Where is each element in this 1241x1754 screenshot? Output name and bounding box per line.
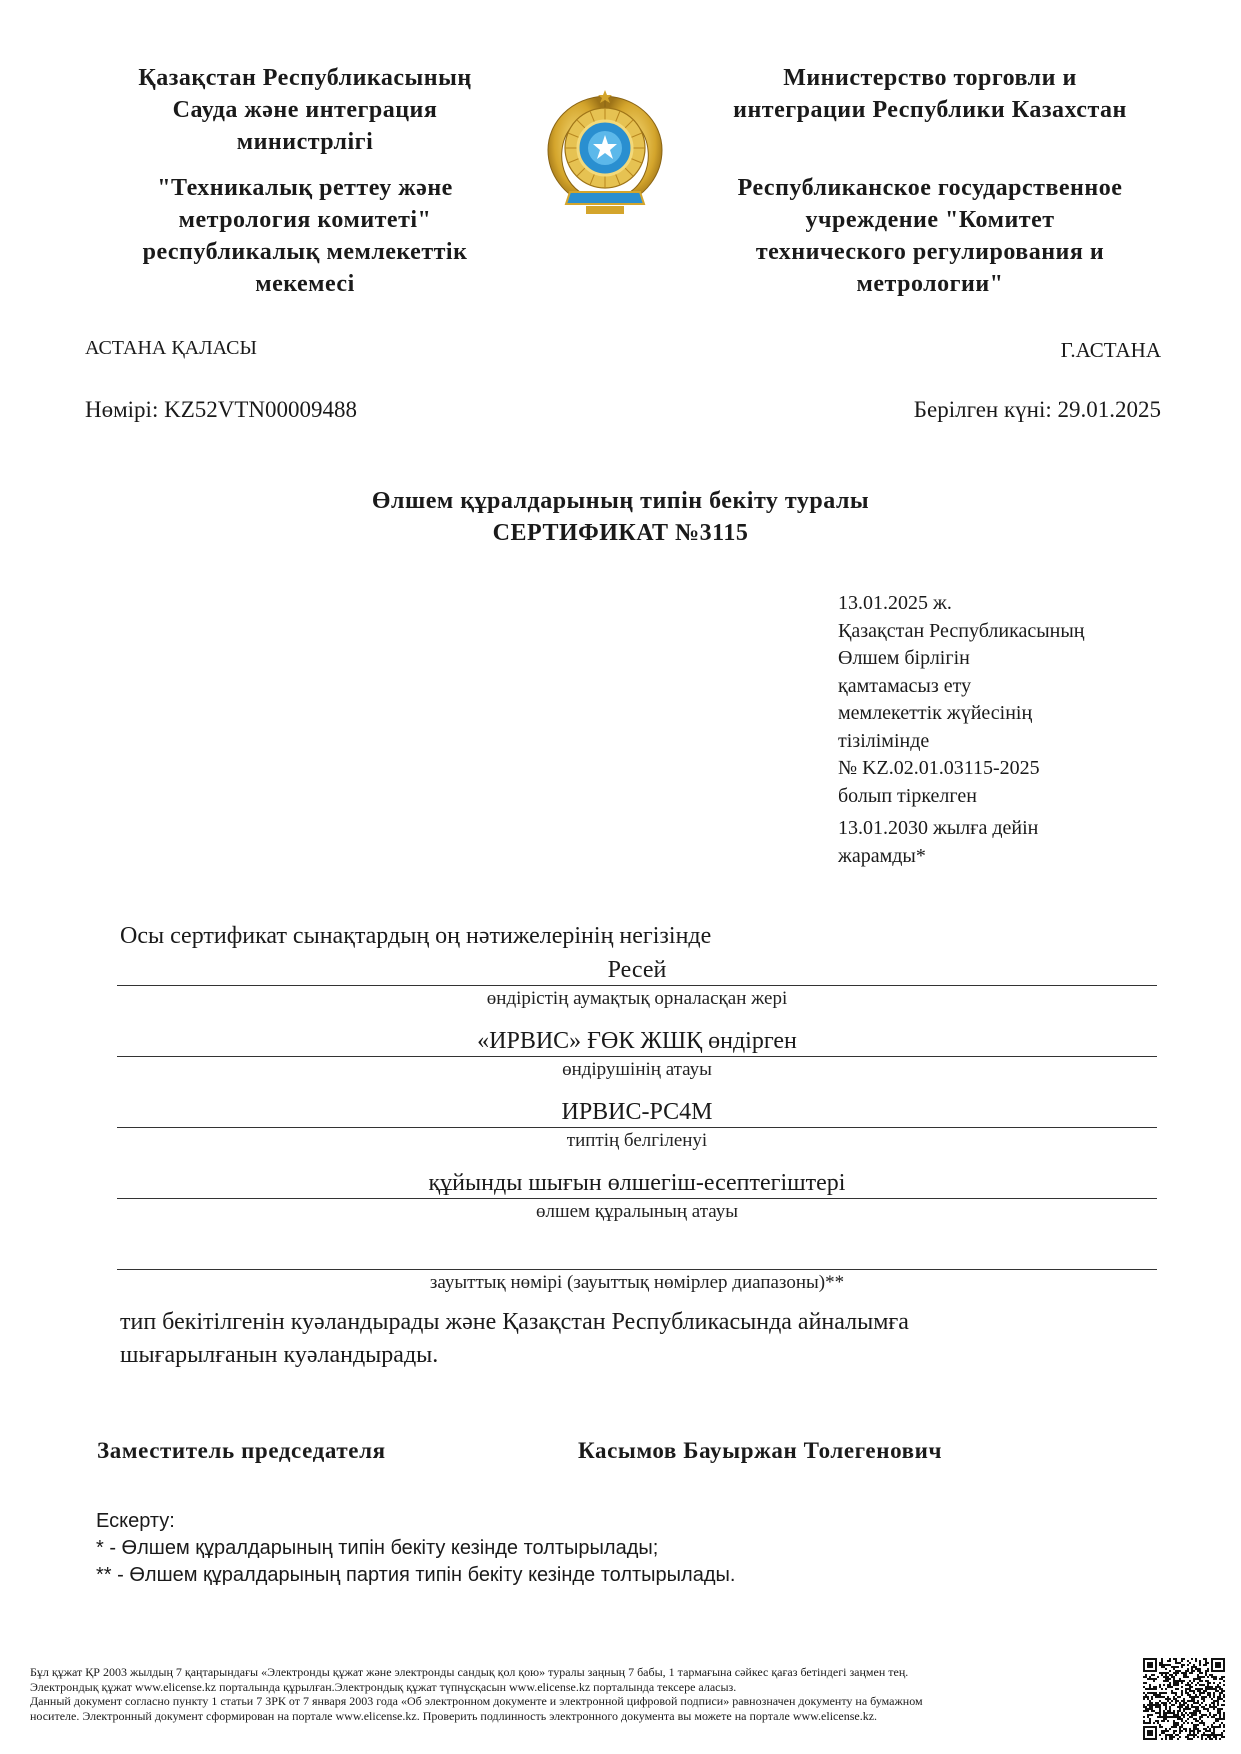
state-emblem-icon	[540, 88, 670, 220]
conclusion-text: тип бекітілгенін куәландырады және Қазақстан Республикасында айналымға шығарылғанын куәландырады.	[120, 1309, 909, 1368]
intro-text: Осы сертификат сынақтардың оң нәтижелерінің негізінде	[120, 923, 712, 949]
header-right-committee: Республиканское государственное учреждение "Комитет технического регулирования и метрологии"	[737, 175, 1123, 297]
field-manufacturer: «ИРВИС» ҒӨК ЖШҚ өндірген өндірушінің атауы	[117, 1026, 1157, 1083]
title-line-2: СЕРТИФИКАТ №3115	[492, 520, 749, 546]
notes-heading: Ескерту:	[96, 1510, 175, 1532]
qr-code-icon	[1143, 1658, 1225, 1740]
note-item: ** - Өлшем құралдарының партия типін бекіту кезінде толтырылады.	[96, 1564, 736, 1586]
document-title	[0, 485, 1241, 549]
valid-until: 13.01.2030 жылға дейін	[838, 817, 1039, 839]
note-item: * - Өлшем құралдарының типін бекіту кезінде толтырылады;	[96, 1537, 659, 1559]
header-left-ministry: Қазақстан Республикасының Сауда және интеграция министрлігі	[138, 65, 472, 155]
field-production-location: Ресей өндірістің аумақтық орналасқан жері	[117, 955, 1157, 1012]
registration-block: 13.01.2025 ж. Қазақстан Республикасының Өлшем бірлігін қамтамасыз ету мемлекеттік жүйесінің тізілімінде № KZ.02.01.03115-2025 болып тіркелген 13.01.2030 жылға дейін жарамды*	[838, 590, 1168, 870]
signatory-name: Касымов Бауыржан Толегенович	[578, 1438, 943, 1463]
field-serial-number: зауыттық нөмірі (зауыттық нөмірлер диапазоны)**	[117, 1239, 1157, 1296]
field-type-designation: ИРВИС-РС4М типтің белгіленуі	[117, 1097, 1157, 1154]
header-right-ministry: Министерство торговли и интеграции Республики Казахстан	[733, 65, 1127, 123]
city-kz: АСТАНА ҚАЛАСЫ	[85, 337, 257, 359]
field-instrument-name: құйынды шығын өлшегіш-есептегіштері өлшем құралының атауы	[117, 1168, 1157, 1225]
issue-date: Берілген күні: 29.01.2025	[913, 397, 1161, 422]
notes	[96, 1508, 735, 1589]
certificate-number: Нөмірі: KZ52VTN00009488	[85, 397, 358, 422]
header-right	[690, 62, 1170, 300]
header-left	[95, 62, 515, 300]
signatory-position: Заместитель председателя	[97, 1438, 386, 1463]
footer-legal-text: Бұл құжат ҚР 2003 жылдың 7 қаңтарындағы «Электронды құжат және электронды сандық қол қою» туралы заңның 7 бабы, 1 тармағына сәйкес қағаз бетіндегі заңмен тең. Электрондық құжат www.elicense.kz порталында құрылған.Электрондық құжат түпнұсқасын www.elicense.kz порталында тексере аласыз. Данный документ согласно пункту 1 статьи 7 ЗРК от 7 января 2003 года «Об электронном документе и электронной цифровой подписи» равнозначен документу на бумажном носителе. Электронный документ сформирован на портале www.elicense.kz. Проверить подлинность электронного документа вы можете на портале www.elicense.kz.	[30, 1665, 923, 1723]
title-line-1: Өлшем құралдарының типін бекіту туралы	[371, 488, 870, 514]
header-left-committee: "Техникалық реттеу және метрология комитеті" республикалық мемлекеттік мекемесі	[142, 175, 468, 297]
city-ru: Г.АСТАНА	[1060, 338, 1161, 362]
